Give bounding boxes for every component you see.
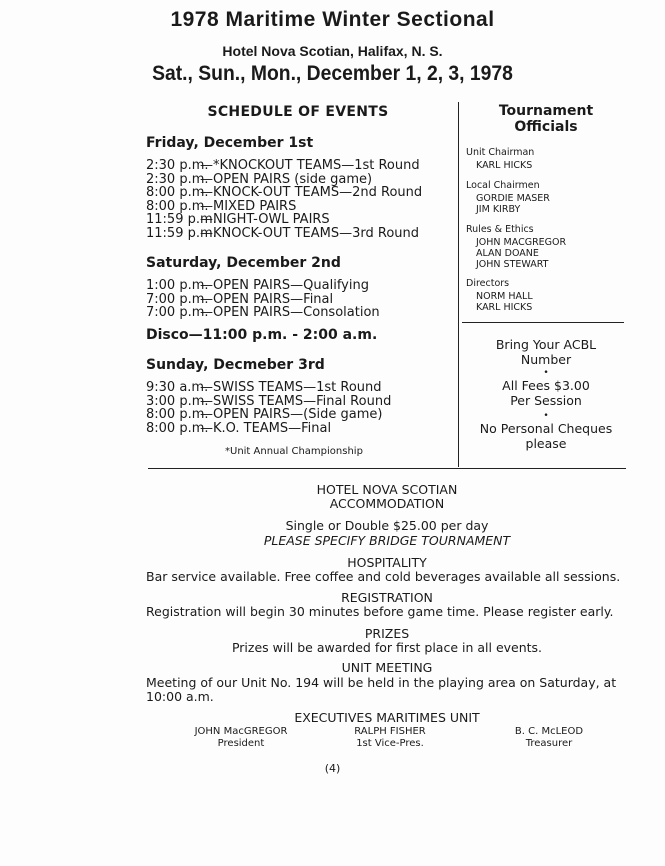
event-time: 7:00 p.m. — [146, 291, 209, 307]
event-row — [146, 200, 422, 214]
event-row — [146, 408, 391, 422]
event-time: 7:00 p.m. — [146, 305, 209, 321]
executive-treasurer — [484, 726, 614, 749]
event-row — [146, 159, 422, 173]
acbl-note: Bring Your ACBL — [495, 337, 597, 352]
officials-heading — [468, 103, 624, 135]
accommodation-rate: Single or Double $25.00 per day — [285, 518, 489, 533]
executive-vice-president — [325, 726, 455, 749]
schedule-heading: SCHEDULE OF EVENTS — [207, 104, 389, 120]
footnote: *Unit Annual Championship — [225, 446, 363, 457]
event-row — [146, 227, 422, 241]
event-time: 11:59 p.m. — [146, 212, 217, 228]
executives-heading: EXECUTIVES MARITIMES UNIT — [294, 710, 480, 725]
friday-events — [146, 159, 422, 241]
official-name: GORDIE MASER — [476, 193, 550, 204]
official-role: Unit Chairman — [466, 147, 535, 158]
accommodation-note: PLEASE SPECIFY BRIDGE TOURNAMENT — [263, 533, 511, 548]
event-desc: —SWISS TEAMS—Final Round — [200, 393, 392, 409]
event-time: 9:30 a.m. — [146, 380, 209, 395]
hospitality-text: Bar service available. Free coffee and cold beverages available all sessions. — [146, 569, 621, 584]
event-time: 2:30 p.m. — [146, 158, 209, 173]
official-role: Directors — [466, 278, 510, 289]
event-time: 11:59 p.m. — [146, 225, 217, 241]
prizes-heading: PRIZES — [364, 626, 410, 641]
registration-text: Registration will begin 30 minutes before game time. Please register early. — [146, 604, 614, 619]
executive-name: RALPH FISHER — [354, 726, 426, 737]
executive-president — [176, 726, 306, 749]
official-group — [466, 224, 566, 270]
accommodation-heading-line: ACCOMMODATION — [329, 496, 445, 511]
event-time: 8:00 p.m. — [146, 407, 209, 423]
sunday-events — [146, 381, 391, 435]
accommodation-heading-line: HOTEL NOVA SCOTIAN — [316, 482, 458, 497]
official-group — [466, 180, 550, 215]
event-desc: —OPEN PAIRS—Final — [200, 291, 334, 307]
disco-line: Disco—11:00 p.m. - 2:00 a.m. — [146, 327, 378, 343]
event-desc: —OPEN PAIRS—(Side game) — [200, 407, 383, 423]
bullet: • — [543, 411, 549, 421]
official-role: Rules & Ethics — [466, 224, 534, 235]
fees-note-2: Per Session — [510, 392, 582, 408]
fees-note: All Fees $3.00 — [502, 378, 590, 393]
section-divider — [148, 468, 626, 469]
event-row — [146, 306, 380, 320]
dates-line: Sat., Sun., Mon., December 1, 2, 3, 1978 — [152, 62, 513, 85]
event-row — [146, 293, 380, 307]
event-desc: —NIGHT-OWL PAIRS — [200, 212, 330, 228]
executive-title: President — [217, 737, 265, 749]
sunday-heading: Sunday, Decmeber 3rd — [146, 357, 325, 373]
executive-title: 1st Vice-Pres. — [356, 737, 424, 749]
event-time: 8:00 p.m. — [146, 198, 209, 214]
event-time: 8:00 p.m. — [146, 420, 209, 436]
cheques-note-2: please — [525, 435, 567, 451]
officials-heading-line: Tournament — [498, 103, 594, 119]
event-row — [146, 395, 391, 409]
official-name: KARL HICKS — [476, 160, 533, 171]
executive-name: JOHN MacGREGOR — [194, 726, 288, 737]
event-row — [146, 186, 422, 200]
event-row — [146, 381, 391, 395]
bullet: • — [543, 368, 549, 378]
official-name: NORM HALL — [476, 291, 533, 302]
saturday-events — [146, 279, 380, 320]
meeting-heading: UNIT MEETING — [341, 660, 433, 675]
accommodation-heading — [146, 483, 628, 511]
official-name: ALAN DOANE — [476, 248, 539, 259]
official-name: JOHN STEWART — [476, 259, 549, 270]
event-desc: —K.O. TEAMS—Final — [200, 420, 332, 436]
event-row — [146, 279, 380, 293]
officials-heading-line: Officials — [514, 119, 578, 135]
event-desc: —OPEN PAIRS (side game) — [200, 171, 373, 187]
official-name: JIM KIRBY — [476, 204, 521, 215]
event-row — [146, 173, 422, 187]
saturday-heading: Saturday, December 2nd — [146, 255, 341, 271]
event-time: 2:30 p.m. — [146, 171, 209, 187]
official-role: Local Chairmen — [466, 180, 540, 191]
event-time: 8:00 p.m. — [146, 185, 209, 201]
official-group — [466, 278, 533, 313]
event-desc: —KNOCK-OUT TEAMS—3rd Round — [200, 225, 420, 241]
event-desc: —OPEN PAIRS—Consolation — [200, 305, 380, 321]
registration-heading: REGISTRATION — [341, 590, 433, 605]
hospitality-heading: HOSPITALITY — [347, 555, 427, 570]
event-row — [146, 213, 422, 227]
cheques-note: No Personal Cheques — [479, 421, 613, 436]
event-row — [146, 422, 391, 436]
executive-name: B. C. McLEOD — [514, 726, 584, 737]
friday-heading: Friday, December 1st — [146, 135, 314, 151]
executive-title: Treasurer — [525, 737, 573, 749]
column-divider — [458, 102, 459, 467]
official-name: JOHN MACGREGOR — [476, 237, 567, 248]
event-time: 3:00 p.m. — [146, 393, 209, 409]
official-group — [466, 147, 534, 171]
event-desc: —*KNOCKOUT TEAMS—1st Round — [200, 158, 420, 173]
event-desc: —KNOCK-OUT TEAMS—2nd Round — [200, 185, 423, 201]
event-desc: —SWISS TEAMS—1st Round — [200, 380, 382, 395]
page-title: 1978 Maritime Winter Sectional — [170, 8, 495, 31]
page-number: (4) — [324, 762, 341, 775]
event-time: 1:00 p.m. — [146, 278, 209, 293]
officials-divider — [462, 322, 624, 323]
prizes-text: Prizes will be awarded for first place in all events. — [231, 640, 543, 655]
event-desc: —OPEN PAIRS—Qualifying — [200, 278, 369, 293]
official-name: KARL HICKS — [476, 302, 533, 313]
notes-panel — [466, 338, 626, 451]
event-desc: —MIXED PAIRS — [200, 198, 297, 214]
venue-line: Hotel Nova Scotian, Halifax, N. S. — [222, 43, 443, 59]
acbl-note-2: Number — [520, 351, 572, 367]
meeting-text: Meeting of our Unit No. 194 will be held in the playing area on Saturday, at 10:00 a.m. — [146, 675, 617, 704]
